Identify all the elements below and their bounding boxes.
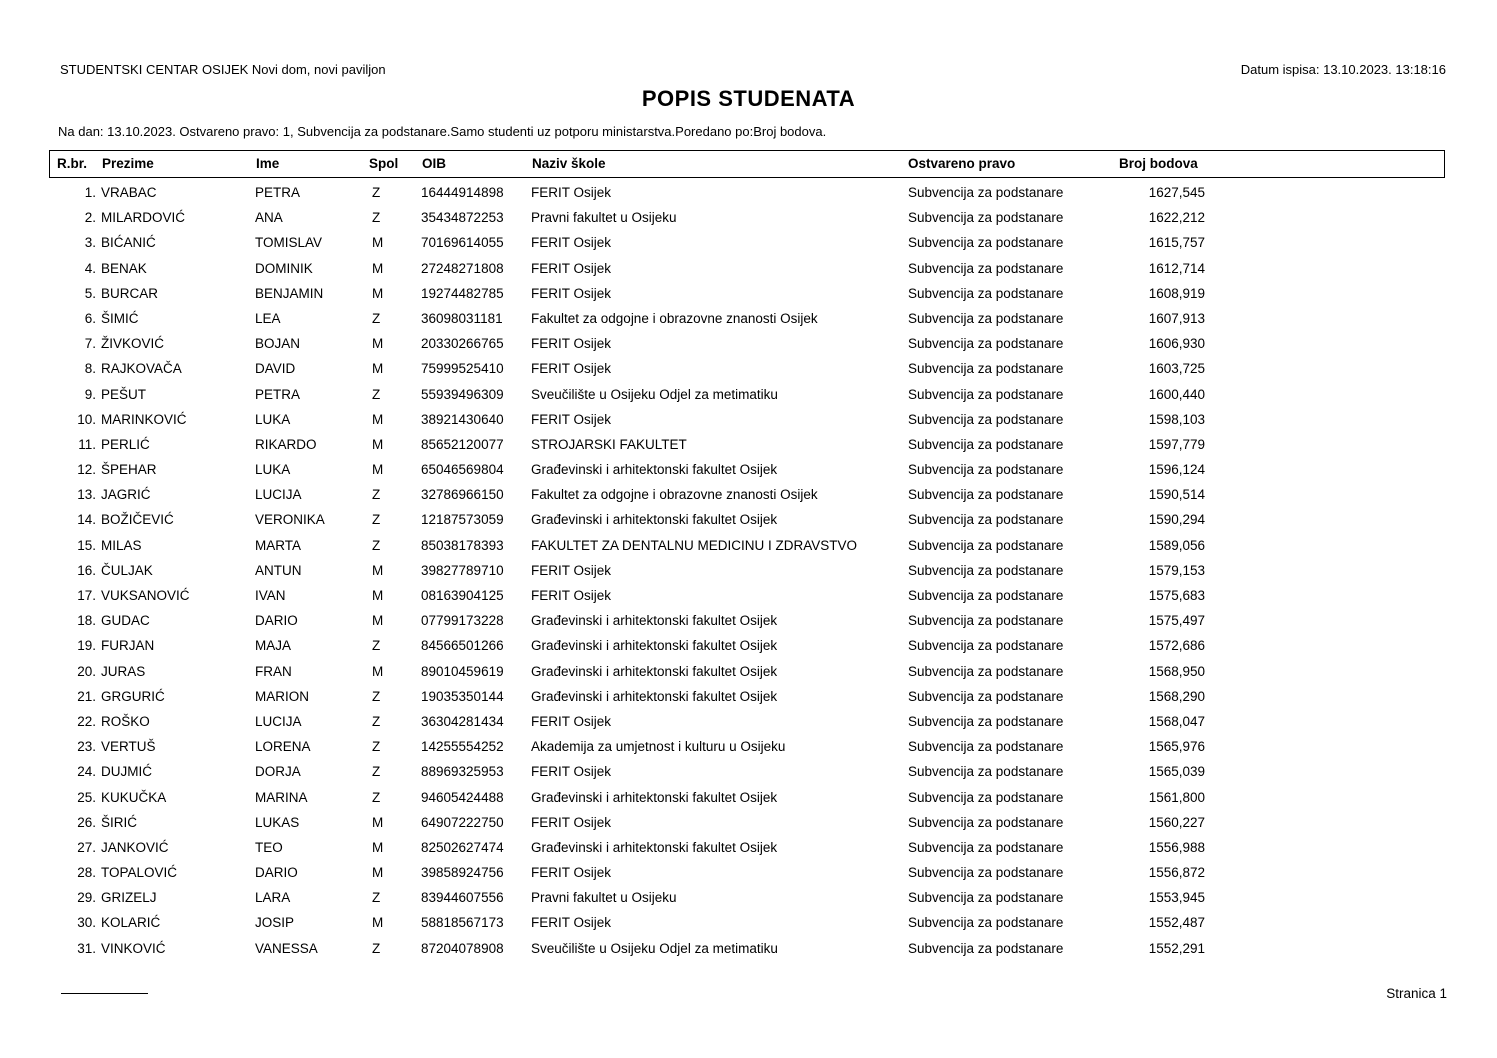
cell-spol: Z — [372, 713, 381, 729]
cell-ime: LEA — [255, 310, 281, 326]
cell-rbr: 31. — [77, 940, 96, 956]
cell-oib: 16444914898 — [421, 185, 504, 200]
cell-ime: PETRA — [255, 386, 301, 402]
table-row — [0, 407, 1497, 432]
cell-oib: 85038178393 — [421, 537, 504, 553]
cell-spol: Z — [372, 739, 381, 755]
table-row — [0, 507, 1497, 532]
cell-rbr: 19. — [77, 638, 96, 654]
cell-ime: JOSIP — [255, 915, 295, 931]
cell-skola: FERIT Osijek — [531, 865, 612, 881]
cell-bodovi: 1568,290 — [1148, 688, 1205, 704]
cell-bodovi: 1607,913 — [1148, 310, 1205, 326]
cell-pravo: Subvencija za podstanare — [908, 436, 1064, 452]
cell-pravo: Subvencija za podstanare — [908, 462, 1064, 478]
cell-skola: Pravni fakultet u Osijeku — [531, 890, 677, 906]
cell-skola: FERIT Osijek — [531, 588, 612, 603]
cell-pravo: Subvencija za podstanare — [908, 487, 1064, 503]
cell-bodovi: 1572,686 — [1148, 638, 1205, 654]
cell-rbr: 7. — [84, 336, 96, 352]
table-row — [0, 331, 1497, 356]
cell-rbr: 14. — [77, 512, 96, 528]
cell-pravo: Subvencija za podstanare — [908, 613, 1064, 629]
cell-oib: 12187573059 — [421, 512, 504, 528]
cell-prezime: DUJMIĆ — [101, 764, 152, 780]
cell-bodovi: 1615,757 — [1148, 235, 1205, 251]
student-table-body — [0, 180, 1497, 961]
cell-prezime: BURCAR — [101, 285, 159, 301]
table-row — [0, 709, 1497, 734]
cell-oib: 84566501266 — [421, 638, 504, 654]
column-header-rbr: R.br. — [57, 156, 88, 171]
cell-skola: FERIT Osijek — [531, 764, 612, 780]
cell-spol: Z — [372, 764, 381, 780]
table-row — [0, 860, 1497, 885]
cell-pravo: Subvencija za podstanare — [908, 940, 1064, 956]
cell-rbr: 29. — [77, 890, 96, 906]
cell-prezime: ŽIVKOVIĆ — [101, 336, 165, 352]
cell-prezime: PEŠUT — [101, 386, 147, 402]
cell-rbr: 5. — [84, 285, 96, 301]
print-date: Datum ispisa: 13.10.2023. 13:18:16 — [1240, 62, 1446, 77]
table-row — [0, 558, 1497, 583]
cell-bodovi: 1556,988 — [1148, 839, 1205, 855]
cell-rbr: 16. — [77, 562, 96, 578]
cell-oib: 64907222750 — [421, 814, 504, 830]
table-row — [0, 230, 1497, 255]
cell-bodovi: 1600,440 — [1148, 386, 1205, 402]
cell-oib: 83944607556 — [421, 890, 504, 906]
cell-oib: 32786966150 — [421, 487, 504, 503]
cell-ime: BENJAMIN — [255, 285, 324, 301]
cell-skola: Građevinski i arhitektonski fakultet Osijek — [531, 638, 778, 654]
cell-ime: MARINA — [255, 789, 308, 805]
cell-ime: DARIO — [255, 613, 298, 629]
table-row — [0, 835, 1497, 860]
cell-pravo: Subvencija za podstanare — [908, 890, 1064, 906]
cell-bodovi: 1561,800 — [1148, 789, 1205, 805]
cell-oib: 58818567173 — [421, 915, 504, 931]
cell-skola: FERIT Osijek — [531, 361, 612, 377]
cell-bodovi: 1579,153 — [1148, 562, 1205, 578]
column-header-skola: Naziv škole — [532, 156, 606, 171]
cell-prezime: ROŠKO — [101, 713, 150, 729]
table-row — [0, 432, 1497, 457]
cell-rbr: 28. — [77, 865, 96, 881]
cell-pravo: Subvencija za podstanare — [908, 411, 1064, 427]
cell-bodovi: 1612,714 — [1148, 260, 1205, 276]
cell-spol: M — [372, 588, 384, 603]
cell-prezime: MARINKOVIĆ — [101, 411, 187, 427]
cell-pravo: Subvencija za podstanare — [908, 260, 1064, 276]
cell-prezime: VRABAC — [101, 185, 157, 200]
cell-oib: 35434872253 — [421, 210, 504, 226]
cell-skola: FERIT Osijek — [531, 915, 612, 931]
cell-pravo: Subvencija za podstanare — [908, 865, 1064, 881]
cell-ime: DAVID — [255, 361, 296, 377]
cell-pravo: Subvencija za podstanare — [908, 285, 1064, 301]
cell-pravo: Subvencija za podstanare — [908, 814, 1064, 830]
cell-oib: 39827789710 — [421, 562, 504, 578]
cell-skola: Građevinski i arhitektonski fakultet Osijek — [531, 613, 778, 629]
cell-rbr: 22. — [77, 713, 96, 729]
cell-prezime: GRGURIĆ — [101, 688, 165, 704]
report-filter-description: Na dan: 13.10.2023. Ostvareno pravo: 1, Subvencija za podstanare.Samo studenti uz potporu ministarstva.Poredano po:Broj bodova. — [58, 124, 827, 139]
table-row — [0, 180, 1497, 205]
cell-oib: 82502627474 — [421, 839, 504, 855]
table-row — [0, 533, 1497, 558]
cell-oib: 85652120077 — [421, 436, 504, 452]
cell-pravo: Subvencija za podstanare — [908, 663, 1064, 679]
cell-prezime: GUDAC — [101, 613, 150, 629]
cell-rbr: 25. — [77, 789, 96, 805]
cell-ime: LUCIJA — [255, 713, 302, 729]
institution-header: STUDENTSKI CENTAR OSIJEK Novi dom, novi paviljon — [60, 62, 386, 77]
cell-oib: 88969325953 — [421, 764, 504, 780]
cell-rbr: 30. — [77, 915, 96, 931]
cell-bodovi: 1606,930 — [1148, 336, 1205, 352]
cell-spol: Z — [372, 487, 381, 503]
cell-skola: Pravni fakultet u Osijeku — [531, 210, 677, 226]
cell-skola: FERIT Osijek — [531, 336, 612, 352]
cell-prezime: MILAS — [101, 537, 142, 553]
cell-pravo: Subvencija za podstanare — [908, 336, 1064, 352]
cell-bodovi: 1603,725 — [1148, 361, 1205, 377]
cell-spol: Z — [372, 940, 381, 956]
cell-ime: ANA — [255, 210, 283, 226]
cell-skola: FERIT Osijek — [531, 562, 612, 578]
cell-ime: LUKA — [255, 462, 291, 478]
cell-oib: 19274482785 — [421, 285, 504, 301]
cell-pravo: Subvencija za podstanare — [908, 739, 1064, 755]
cell-spol: M — [372, 235, 384, 251]
cell-skola: Građevinski i arhitektonski fakultet Osijek — [531, 462, 778, 478]
cell-bodovi: 1556,872 — [1148, 865, 1205, 881]
cell-rbr: 26. — [77, 814, 96, 830]
cell-pravo: Subvencija za podstanare — [908, 562, 1064, 578]
table-row — [0, 759, 1497, 784]
cell-pravo: Subvencija za podstanare — [908, 235, 1064, 251]
cell-bodovi: 1589,056 — [1148, 537, 1205, 553]
column-header-pravo: Ostvareno pravo — [908, 156, 1016, 171]
cell-rbr: 9. — [84, 386, 96, 402]
cell-ime: LUKA — [255, 411, 291, 427]
cell-skola: FERIT Osijek — [531, 713, 612, 729]
cell-spol: M — [372, 361, 384, 377]
cell-pravo: Subvencija za podstanare — [908, 688, 1064, 704]
table-row — [0, 382, 1497, 407]
cell-pravo: Subvencija za podstanare — [908, 915, 1064, 931]
cell-rbr: 12. — [77, 462, 96, 478]
cell-oib: 20330266765 — [421, 336, 504, 352]
cell-prezime: ŠPEHAR — [101, 462, 157, 478]
cell-skola: Sveučilište u Osijeku Odjel za metimatiku — [531, 386, 778, 402]
cell-ime: MARTA — [255, 537, 302, 553]
cell-bodovi: 1565,039 — [1148, 764, 1205, 780]
cell-ime: TOMISLAV — [255, 235, 323, 251]
cell-pravo: Subvencija za podstanare — [908, 789, 1064, 805]
cell-ime: LORENA — [255, 739, 311, 755]
cell-oib: 70169614055 — [421, 235, 504, 251]
page-number: Stranica 1 — [1386, 986, 1447, 1001]
cell-rbr: 27. — [77, 839, 96, 855]
footer-divider — [61, 993, 148, 994]
cell-prezime: VINKOVIĆ — [101, 940, 166, 956]
column-header-prezime: Prezime — [102, 156, 154, 171]
cell-prezime: TOPALOVIĆ — [101, 865, 178, 881]
cell-oib: 39858924756 — [421, 865, 504, 881]
cell-spol: Z — [372, 310, 381, 326]
cell-oib: 36304281434 — [421, 713, 504, 729]
cell-bodovi: 1575,497 — [1148, 613, 1205, 629]
cell-skola: FERIT Osijek — [531, 285, 612, 301]
cell-pravo: Subvencija za podstanare — [908, 638, 1064, 654]
cell-prezime: MILARDOVIĆ — [101, 210, 186, 226]
cell-spol: Z — [372, 537, 381, 553]
cell-spol: Z — [372, 688, 381, 704]
cell-ime: MARION — [255, 688, 309, 704]
cell-pravo: Subvencija za podstanare — [908, 764, 1064, 780]
cell-rbr: 3. — [84, 235, 96, 251]
cell-pravo: Subvencija za podstanare — [908, 386, 1064, 402]
cell-ime: LUKAS — [255, 814, 300, 830]
table-header — [49, 150, 1445, 178]
cell-pravo: Subvencija za podstanare — [908, 310, 1064, 326]
cell-oib: 89010459619 — [421, 663, 504, 679]
cell-pravo: Subvencija za podstanare — [908, 361, 1064, 377]
cell-bodovi: 1608,919 — [1148, 285, 1205, 301]
cell-prezime: PERLIĆ — [101, 436, 150, 452]
cell-rbr: 11. — [78, 436, 96, 452]
cell-skola: Fakultet za odgojne i obrazovne znanosti Osijek — [531, 487, 818, 503]
cell-ime: PETRA — [255, 185, 301, 200]
cell-prezime: KUKUČKA — [101, 789, 167, 805]
cell-rbr: 15. — [77, 537, 96, 553]
cell-prezime: FURJAN — [101, 638, 155, 654]
cell-skola: FERIT Osijek — [531, 814, 612, 830]
cell-bodovi: 1590,294 — [1148, 512, 1205, 528]
cell-spol: Z — [372, 210, 381, 226]
table-row — [0, 734, 1497, 759]
cell-ime: VERONIKA — [255, 512, 325, 528]
table-row — [0, 256, 1497, 281]
cell-rbr: 20. — [77, 663, 96, 679]
cell-skola: FERIT Osijek — [531, 260, 612, 276]
table-row — [0, 205, 1497, 230]
cell-skola: Građevinski i arhitektonski fakultet Osijek — [531, 512, 778, 528]
table-row — [0, 885, 1497, 910]
cell-rbr: 13. — [77, 487, 96, 503]
column-header-spol: Spol — [369, 156, 399, 171]
cell-prezime: ŠIMIĆ — [101, 310, 139, 326]
cell-rbr: 21. — [77, 688, 96, 704]
cell-skola: Građevinski i arhitektonski fakultet Osijek — [531, 688, 778, 704]
cell-pravo: Subvencija za podstanare — [908, 210, 1064, 226]
cell-prezime: ČULJAK — [101, 562, 153, 578]
cell-bodovi: 1598,103 — [1148, 411, 1205, 427]
cell-prezime: KOLARIĆ — [101, 915, 161, 931]
cell-skola: FAKULTET ZA DENTALNU MEDICINU I ZDRAVSTVO — [531, 537, 858, 553]
cell-rbr: 8. — [84, 361, 96, 377]
table-row — [0, 457, 1497, 482]
cell-ime: DORJA — [255, 764, 301, 780]
cell-prezime: VERTUŠ — [101, 739, 156, 755]
table-row — [0, 608, 1497, 633]
cell-spol: M — [372, 411, 384, 427]
column-header-oib: OIB — [422, 156, 447, 171]
cell-bodovi: 1596,124 — [1148, 462, 1205, 478]
cell-spol: M — [372, 462, 384, 478]
cell-pravo: Subvencija za podstanare — [908, 512, 1064, 528]
cell-ime: VANESSA — [255, 940, 318, 956]
cell-ime: LARA — [255, 890, 291, 906]
cell-bodovi: 1575,683 — [1148, 588, 1205, 603]
cell-pravo: Subvencija za podstanare — [908, 185, 1064, 200]
page-title: POPIS STUDENATA — [641, 86, 856, 111]
cell-spol: M — [372, 839, 384, 855]
cell-ime: FRAN — [255, 663, 292, 679]
cell-prezime: RAJKOVAČA — [101, 361, 182, 377]
cell-ime: RIKARDO — [255, 436, 317, 452]
cell-oib: 19035350144 — [421, 688, 504, 704]
cell-spol: M — [372, 613, 384, 629]
cell-prezime: JURAS — [101, 663, 146, 679]
cell-skola: FERIT Osijek — [531, 185, 612, 200]
cell-pravo: Subvencija za podstanare — [908, 713, 1064, 729]
cell-ime: ANTUN — [255, 562, 302, 578]
cell-spol: M — [372, 336, 384, 352]
cell-skola: Sveučilište u Osijeku Odjel za metimatiku — [531, 940, 778, 956]
cell-oib: 65046569804 — [421, 462, 504, 478]
cell-bodovi: 1553,945 — [1148, 890, 1205, 906]
cell-spol: Z — [372, 386, 381, 402]
cell-ime: BOJAN — [255, 336, 301, 352]
table-row — [0, 785, 1497, 810]
cell-spol: Z — [372, 789, 381, 805]
cell-spol: M — [372, 915, 384, 931]
cell-ime: DOMINIK — [255, 260, 313, 276]
table-row — [0, 281, 1497, 306]
cell-oib: 36098031181 — [421, 310, 503, 326]
cell-ime: LUCIJA — [255, 487, 302, 503]
cell-spol: Z — [372, 185, 381, 200]
table-row — [0, 482, 1497, 507]
table-row — [0, 936, 1497, 961]
cell-bodovi: 1560,227 — [1148, 814, 1205, 830]
cell-oib: 94605424488 — [421, 789, 504, 805]
cell-skola: STROJARSKI FAKULTET — [531, 436, 687, 452]
cell-prezime: GRIZELJ — [101, 890, 157, 906]
cell-pravo: Subvencija za podstanare — [908, 588, 1064, 603]
cell-bodovi: 1552,487 — [1148, 915, 1205, 931]
cell-spol: M — [372, 260, 384, 276]
cell-prezime: BIĆANIĆ — [101, 235, 156, 251]
table-row — [0, 910, 1497, 935]
cell-skola: Građevinski i arhitektonski fakultet Osijek — [531, 789, 778, 805]
cell-skola: Akademija za umjetnost i kulturu u Osijeku — [531, 739, 786, 755]
cell-oib: 08163904125 — [421, 588, 504, 603]
table-row — [0, 684, 1497, 709]
table-row — [0, 356, 1497, 381]
cell-rbr: 1. — [84, 185, 96, 200]
cell-ime: MAJA — [255, 638, 292, 654]
table-row — [0, 633, 1497, 658]
cell-spol: M — [372, 814, 384, 830]
cell-rbr: 6. — [84, 310, 96, 326]
cell-rbr: 2. — [84, 210, 96, 226]
cell-spol: Z — [372, 512, 381, 528]
cell-bodovi: 1552,291 — [1148, 940, 1205, 956]
cell-oib: 14255554252 — [421, 739, 504, 755]
cell-bodovi: 1627,545 — [1148, 185, 1205, 200]
cell-spol: M — [372, 436, 384, 452]
cell-oib: 27248271808 — [421, 260, 504, 276]
cell-spol: M — [372, 663, 384, 679]
column-header-bodovi: Broj bodova — [1119, 156, 1198, 171]
column-header-ime: Ime — [256, 156, 280, 171]
cell-spol: Z — [372, 890, 381, 906]
cell-bodovi: 1568,950 — [1148, 663, 1205, 679]
cell-skola: Građevinski i arhitektonski fakultet Osijek — [531, 839, 778, 855]
cell-prezime: JAGRIĆ — [101, 487, 151, 503]
cell-prezime: ŠIRIĆ — [101, 814, 138, 830]
cell-prezime: JANKOVIĆ — [101, 839, 169, 855]
cell-skola: FERIT Osijek — [531, 235, 612, 251]
cell-rbr: 17. — [77, 588, 96, 603]
cell-pravo: Subvencija za podstanare — [908, 537, 1064, 553]
cell-bodovi: 1597,779 — [1148, 436, 1205, 452]
cell-skola: Fakultet za odgojne i obrazovne znanosti Osijek — [531, 310, 818, 326]
cell-rbr: 10. — [77, 411, 96, 427]
cell-skola: Građevinski i arhitektonski fakultet Osijek — [531, 663, 778, 679]
cell-spol: Z — [372, 638, 381, 654]
cell-spol: M — [372, 285, 384, 301]
cell-rbr: 24. — [77, 764, 96, 780]
cell-bodovi: 1568,047 — [1148, 713, 1205, 729]
table-row — [0, 583, 1497, 608]
cell-oib: 07799173228 — [421, 613, 504, 629]
cell-oib: 75999525410 — [421, 361, 504, 377]
cell-prezime: VUKSANOVIĆ — [101, 588, 190, 603]
cell-ime: DARIO — [255, 865, 298, 881]
cell-prezime: BOŽIČEVIĆ — [101, 512, 174, 528]
cell-rbr: 4. — [84, 260, 96, 276]
cell-pravo: Subvencija za podstanare — [908, 839, 1064, 855]
cell-ime: TEO — [255, 839, 283, 855]
cell-prezime: BENAK — [101, 260, 147, 276]
table-row — [0, 659, 1497, 684]
table-row — [0, 306, 1497, 331]
cell-oib: 55939496309 — [421, 386, 504, 402]
cell-oib: 38921430640 — [421, 411, 504, 427]
cell-bodovi: 1590,514 — [1148, 487, 1205, 503]
cell-rbr: 18. — [77, 613, 96, 629]
cell-bodovi: 1622,212 — [1148, 210, 1205, 226]
cell-oib: 87204078908 — [421, 940, 504, 956]
cell-spol: M — [372, 562, 384, 578]
table-row — [0, 810, 1497, 835]
cell-skola: FERIT Osijek — [531, 411, 612, 427]
cell-spol: M — [372, 865, 384, 881]
cell-rbr: 23. — [77, 739, 96, 755]
cell-ime: IVAN — [255, 588, 286, 603]
cell-bodovi: 1565,976 — [1148, 739, 1205, 755]
